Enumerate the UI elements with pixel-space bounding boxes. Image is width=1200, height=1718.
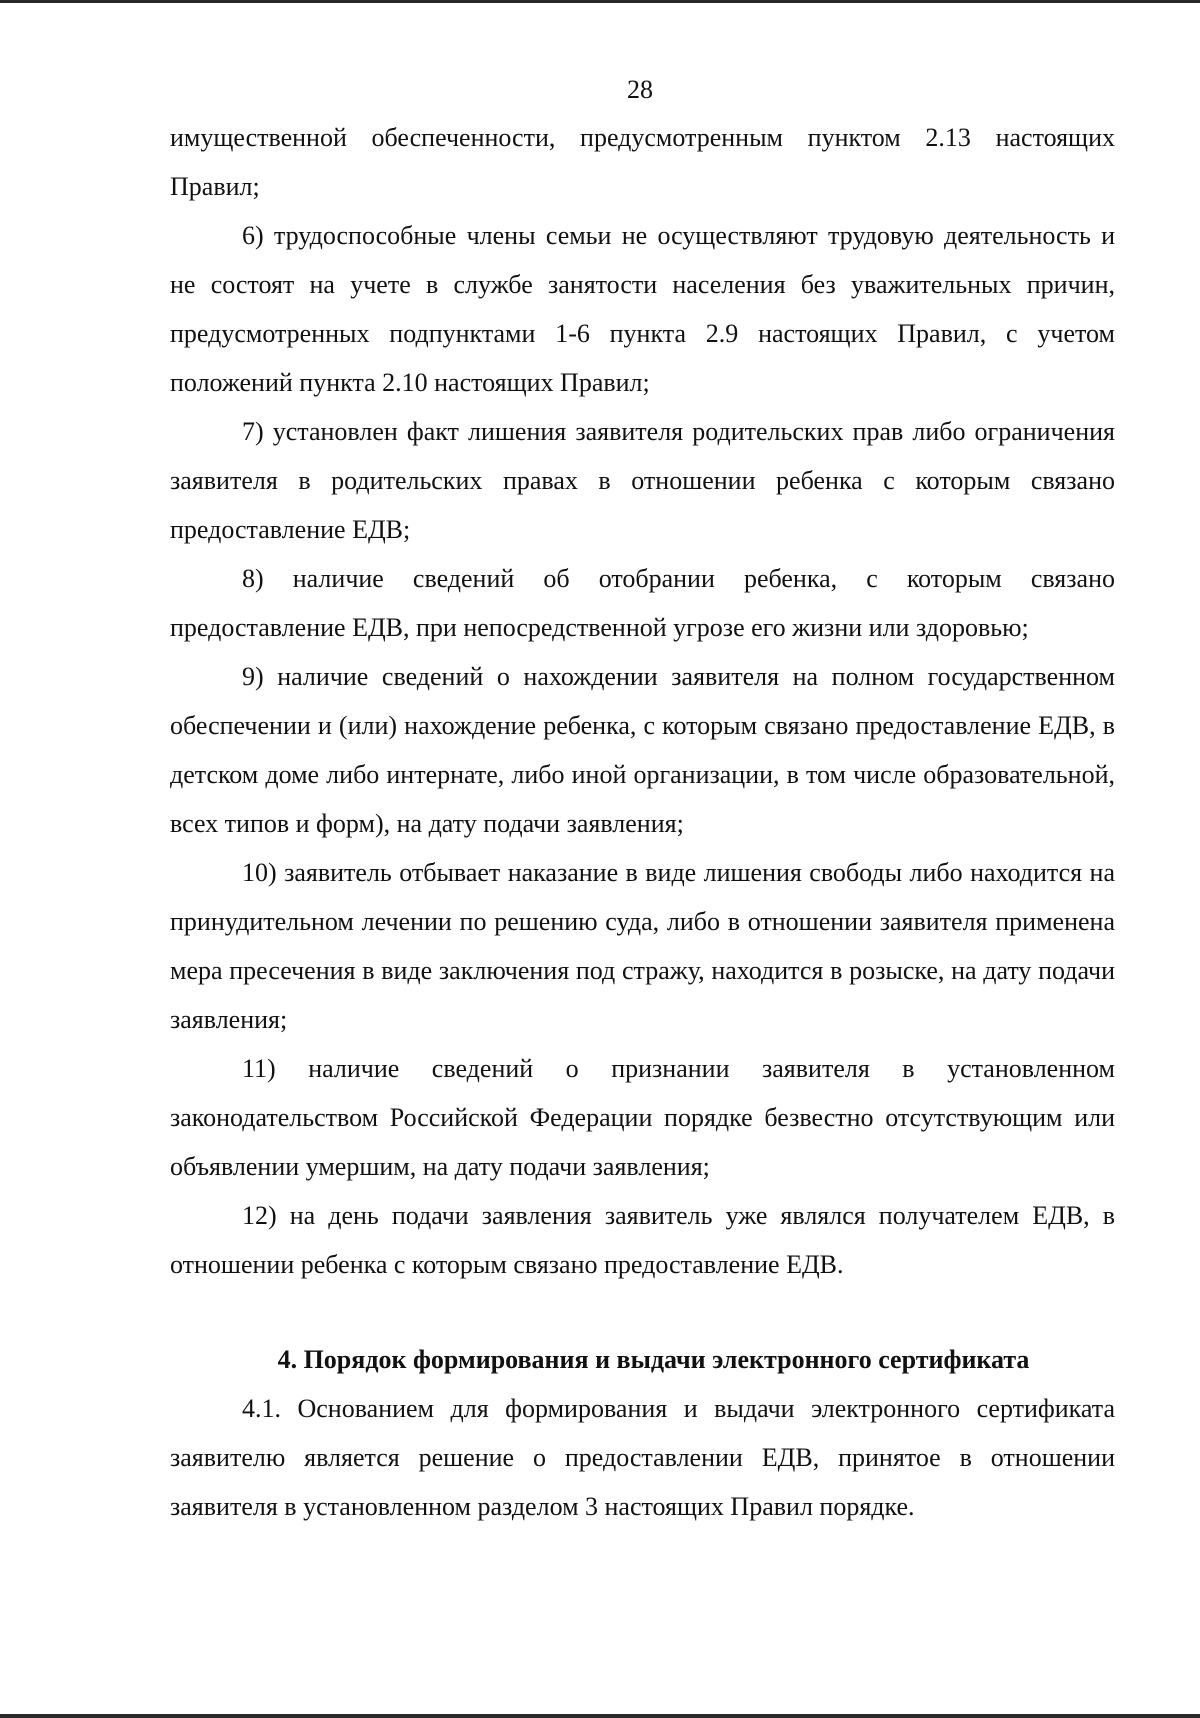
scan-edge-bottom: [0, 1714, 1200, 1718]
list-item-11: 11) наличие сведений о признании заявителя в установленном законодательством Российской Федерации порядке безвестно отсутствующим или объявлении умершим, на дату подачи заявления;: [170, 1054, 1115, 1181]
page-number: 28: [627, 75, 653, 104]
scan-edge-top: [0, 0, 1200, 3]
list-item-6: 6) трудоспособные члены семьи не осуществляют трудовую деятельность и не состоят на учете в службе занятости населения без уважительных причин, предусмотренных подпунктами 1-6 пункта 2.9 настоящих Правил, с учетом положений пункта 2.10 настоящих Правил;: [170, 221, 1115, 397]
section-heading: 4. Порядок формирования и выдачи электронного сертификата: [277, 1345, 1030, 1374]
section-paragraph-4-1: 4.1. Основанием для формирования и выдачи электронного сертификата заявителю является решение о предоставлении ЕДВ, принятое в отношении заявителя в установленном разделом 3 настоящих Правил порядке.: [170, 1394, 1115, 1521]
document-body: [170, 113, 1115, 1531]
list-item-7: 7) установлен факт лишения заявителя родительских прав либо ограничения заявителя в родительских правах в отношении ребенка с которым связано предоставление ЕДВ;: [170, 417, 1115, 544]
section-spacer: [170, 1289, 1115, 1335]
list-item-9: 9) наличие сведений о нахождении заявителя на полном государственном обеспечении и (или) нахождение ребенка, с которым связано предоставление ЕДВ, в детском доме либо интернате, либо иной организации, в том числе образовательной, всех типов и форм), на дату подачи заявления;: [170, 662, 1115, 838]
list-item-12: 12) на день подачи заявления заявитель уже являлся получателем ЕДВ, в отношении ребенка с которым связано предоставление ЕДВ.: [170, 1201, 1115, 1279]
list-item-8: 8) наличие сведений об отобрании ребенка, с которым связано предоставление ЕДВ, при непосредственной угрозе его жизни или здоровью;: [170, 564, 1115, 642]
paragraph-continuation: имущественной обеспеченности, предусмотренным пунктом 2.13 настоящих Правил;: [170, 123, 1115, 201]
list-item-10: 10) заявитель отбывает наказание в виде лишения свободы либо находится на принудительном лечении по решению суда, либо в отношении заявителя применена мера пресечения в виде заключения под стражу, находится в розыске, на дату подачи заявления;: [170, 858, 1115, 1034]
